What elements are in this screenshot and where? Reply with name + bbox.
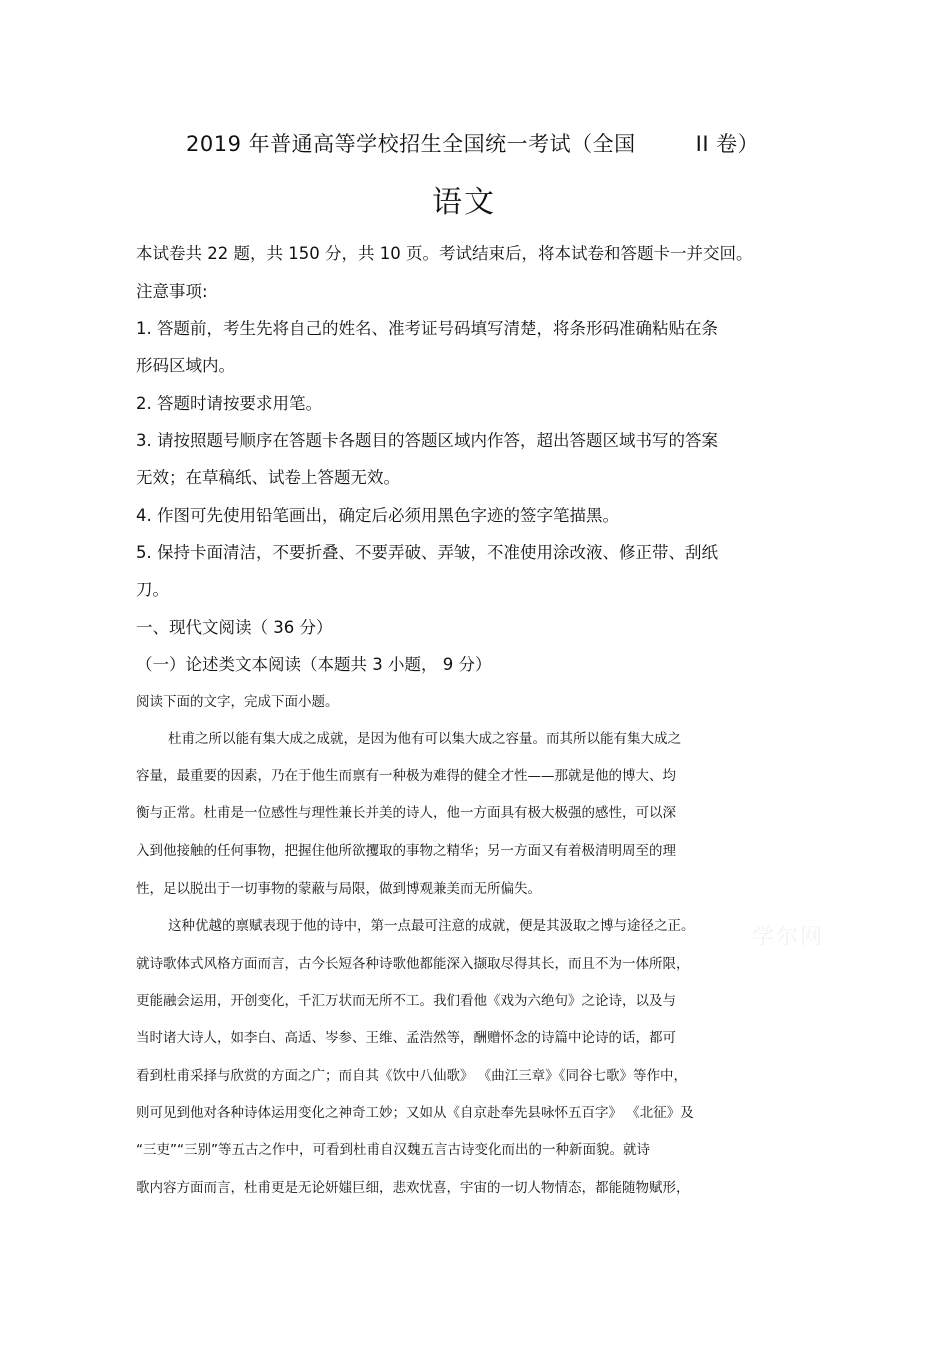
passage-line: 衡与正常。杜甫是一位感性与理性兼长并美的诗人，他一方面具有极大极强的感性，可以深 — [136, 805, 676, 821]
section-heading: 一、现代文阅读（ 36 分） — [136, 618, 333, 637]
passage-line: 当时诸大诗人，如李白、高适、岑参、王维、孟浩然等，酬赠怀念的诗篇中论诗的话，都可 — [136, 1030, 676, 1046]
notice-item-1-line-2: 形码区域内。 — [136, 356, 235, 375]
reading-prompt: 阅读下面的文字，完成下面小题。 — [136, 694, 339, 710]
passage-line: 就诗歌体式风格方面而言，古今长短各种诗歌他都能深入撷取尽得其长，而且不为一体所限， — [136, 956, 690, 972]
passage-line: 性，足以脱出于一切事物的蒙蔽与局限，做到博观兼美而无所偏失。 — [136, 881, 541, 897]
notice-item-5-line-1: 5. 保持卡面清洁，不要折叠、不要弄破、弄皱，不准使用涂改液、修正带、刮纸 — [136, 543, 718, 562]
exam-intro: 本试卷共 22 题，共 150 分，共 10 页。考试结束后，将本试卷和答题卡一并交回。 — [136, 244, 753, 263]
passage-line: 容量，最重要的因素，乃在于他生而禀有一种极为难得的健全才性——那就是他的博大、均 — [136, 768, 676, 784]
exam-title-paper: II 卷） — [695, 132, 760, 156]
exam-title-main: 2019 年普通高等学校招生全国统一考试（全国 — [186, 132, 636, 156]
passage-line: 入到他接触的任何事物，把握住他所欲攫取的事物之精华；另一方面又有着极清明周至的理 — [136, 843, 676, 859]
passage-line: 则可见到他对各种诗体运用变化之神奇工妙；又如从《自京赴奉先县咏怀五百字》 《北征》及 — [136, 1105, 694, 1121]
exam-title — [186, 134, 759, 155]
subject-title: 语文 — [432, 185, 496, 220]
notice-item-4: 4. 作图可先使用铅笔画出，确定后必须用黑色字迹的签字笔描黑。 — [136, 506, 619, 525]
passage-line: 这种优越的禀赋表现于他的诗中，第一点最可注意的成就，便是其汲取之博与途径之正。 — [168, 918, 695, 934]
notice-item-5-line-2: 刀。 — [136, 580, 169, 599]
passage-line: 看到杜甫采择与欣赏的方面之广；而自其《饮中八仙歌》 《曲江三章》《同谷七歌》等作中， — [136, 1068, 688, 1084]
notice-item-2: 2. 答题时请按要求用笔。 — [136, 394, 322, 413]
section-sub-heading: （一）论述类文本阅读（本题共 3 小题， 9 分） — [136, 655, 492, 674]
passage-line: 更能融会运用，开创变化，千汇万状而无所不工。我们看他《戏为六绝句》之论诗，以及与 — [136, 993, 676, 1009]
passage-line: 杜甫之所以能有集大成之成就，是因为他有可以集大成之容量。而其所以能有集大成之 — [168, 731, 681, 747]
notice-heading: 注意事项: — [136, 282, 208, 301]
passage-line: “三吏”“三别”等五古之作中，可看到杜甫自汉魏五言古诗变化而出的一种新面貌。就诗 — [136, 1142, 650, 1158]
notice-item-3-line-2: 无效；在草稿纸、试卷上答题无效。 — [136, 468, 400, 487]
watermark: 学尔网 — [752, 925, 825, 950]
notice-item-3-line-1: 3. 请按照题号顺序在答题卡各题目的答题区域内作答，超出答题区域书写的答案 — [136, 431, 718, 450]
passage-line: 歌内容方面而言，杜甫更是无论妍媸巨细，悲欢忧喜，宇宙的一切人物情态，都能随物赋形， — [136, 1180, 690, 1196]
notice-item-1-line-1: 1. 答题前，考生先将自己的姓名、准考证号码填写清楚，将条形码准确粘贴在条 — [136, 319, 718, 338]
